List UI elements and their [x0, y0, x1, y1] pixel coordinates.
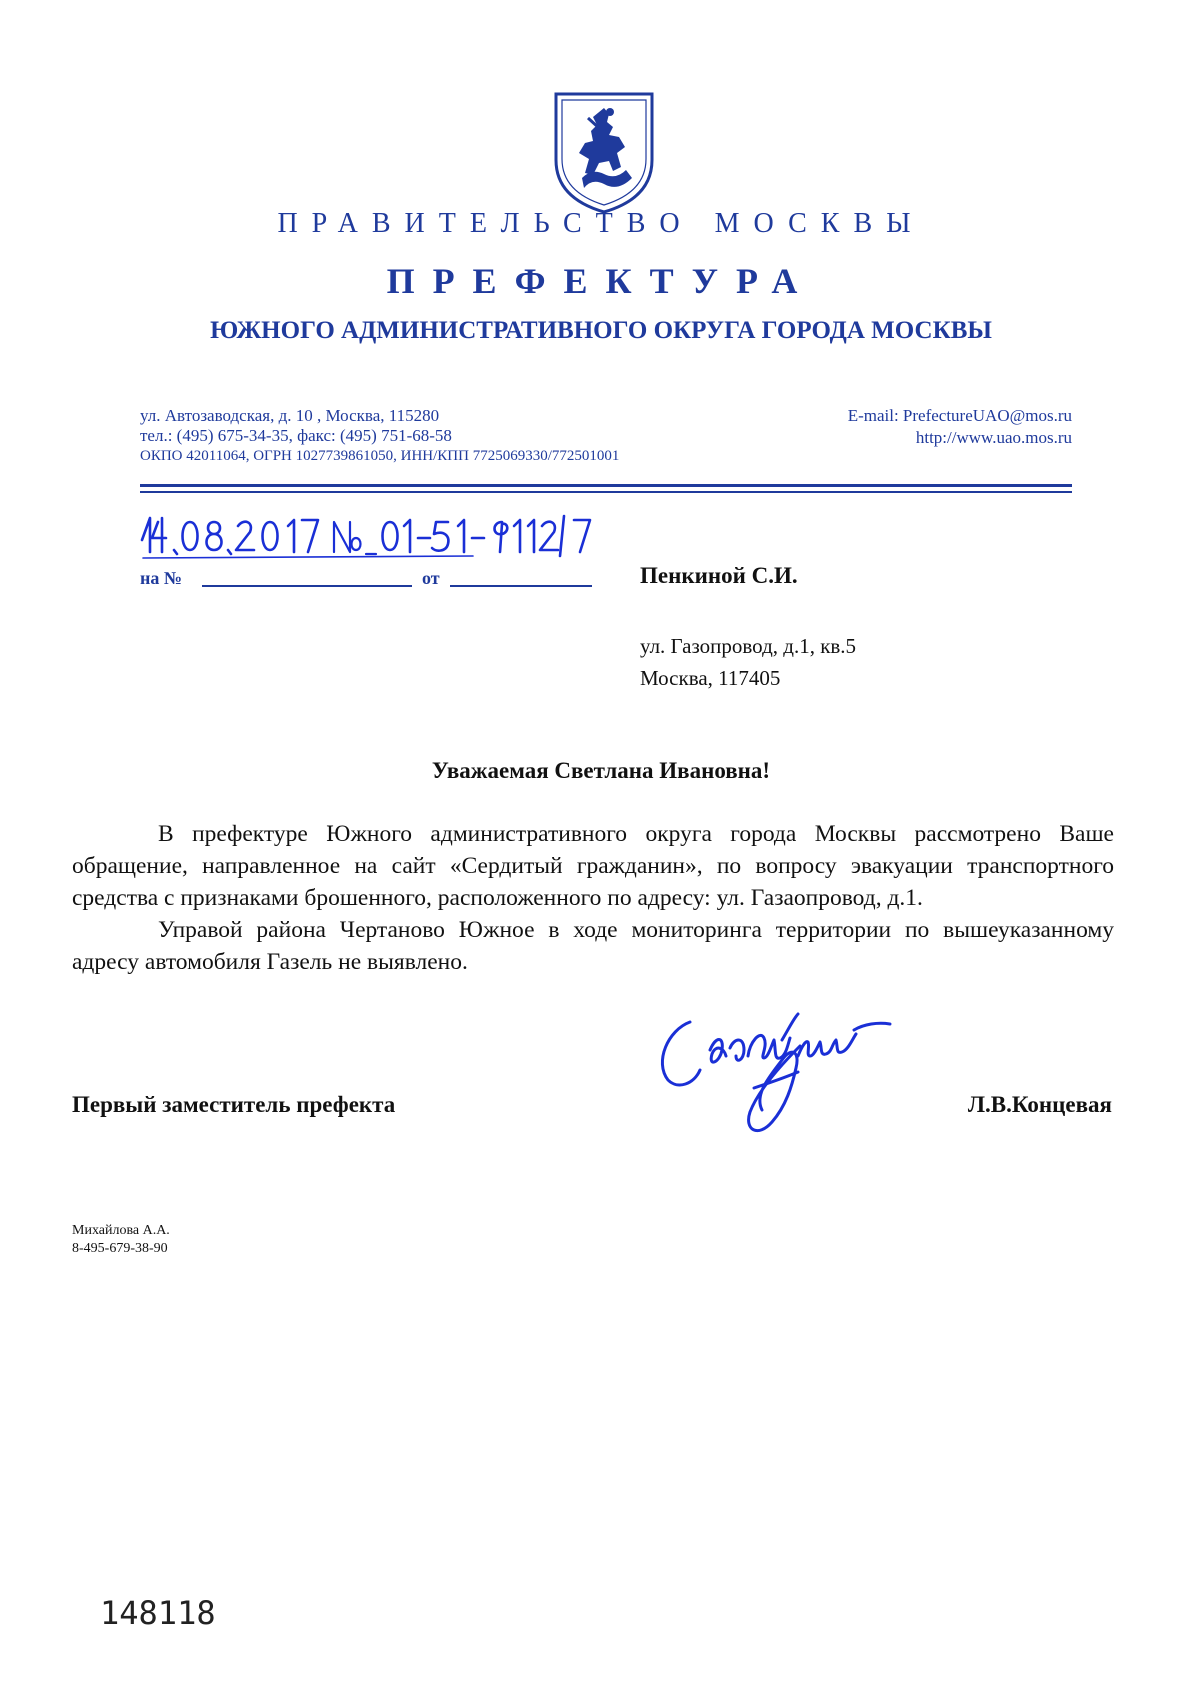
incoming-date-line	[450, 585, 592, 587]
letter-greeting: Уважаемая Светлана Ивановна!	[431, 758, 771, 783]
letter-paragraph: Управой района Чертаново Южное в ходе мониторинга территории по вышеуказанному адресу автомобиля Газель не выявлено.	[72, 917, 1114, 975]
incoming-number-line	[202, 585, 412, 587]
letterhead-contacts-left	[140, 406, 619, 466]
moscow-coat-of-arms-icon	[552, 90, 656, 216]
letterhead-divider-thin	[140, 491, 1072, 493]
letterhead-email: E-mail: PrefectureUAO@mos.ru	[847, 406, 1072, 425]
signatory-title: Первый заместитель префекта	[72, 1092, 396, 1117]
prefecture-title: ПРЕФЕКТУРА	[386, 261, 816, 301]
letter-body	[72, 818, 1114, 978]
recipient-name: Пенкиной С.И.	[640, 563, 798, 588]
signatory-name: Л.В.Концевая	[967, 1092, 1112, 1117]
letterhead-divider-thick	[140, 484, 1072, 487]
registration-number: 148118	[100, 1594, 216, 1632]
letterhead-website: http://www.uao.mos.ru	[915, 428, 1072, 447]
government-title: ПРАВИТЕЛЬСТВО МОСКВЫ	[277, 208, 925, 239]
letterhead-registry-codes: ОКПО 42011064, ОГРН 1027739861050, ИНН/КПП 7725069330/772501001	[140, 448, 620, 464]
recipient-city: Москва, 117405	[640, 666, 781, 690]
incoming-number-label: на №	[140, 568, 182, 588]
executor-name: Михайлова А.А.	[72, 1223, 170, 1238]
recipient-address	[640, 630, 856, 694]
handwritten-signature	[650, 1000, 980, 1140]
executor-info	[72, 1222, 170, 1258]
letterhead-contacts-right	[848, 405, 1072, 449]
incoming-date-label: от	[422, 568, 440, 588]
handwritten-reference-number	[138, 510, 608, 562]
district-title: ЮЖНОГО АДМИНИСТРАТИВНОГО ОКРУГА ГОРОДА МОСКВЫ	[210, 317, 992, 344]
letterhead-address: ул. Автозаводская, д. 10 , Москва, 115280	[140, 406, 440, 425]
letterhead-phone: тел.: (495) 675-34-35, факс: (495) 751-68-58	[140, 426, 452, 445]
executor-phone: 8-495-679-38-90	[72, 1241, 168, 1256]
recipient-street: ул. Газопровод, д.1, кв.5	[640, 634, 857, 658]
letter-paragraph: В префектуре Южного административного округа города Москвы рассмотрено Ваше обращение, направленное на сайт «Сердитый гражданин», по вопросу эвакуации транспортного средства с признаками брошенного, расположенного по адресу: ул. Газаопровод, д.1.	[72, 821, 1114, 911]
